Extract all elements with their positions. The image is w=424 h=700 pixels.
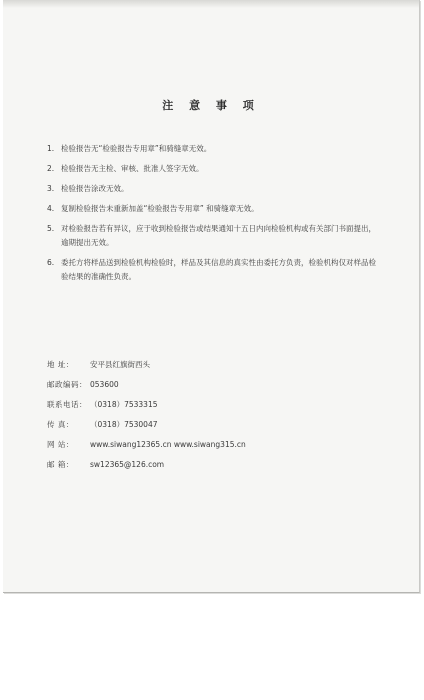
note-number: 6. — [47, 258, 55, 267]
contact-website — [47, 435, 377, 455]
contact-email — [47, 455, 377, 475]
email-text: sw12365@126.com — [90, 460, 165, 469]
note-item — [47, 222, 379, 250]
notes-list — [47, 142, 379, 290]
note-item — [47, 162, 379, 176]
scanned-page — [3, 0, 420, 593]
contact-value: 053600 — [90, 380, 119, 389]
note-item — [47, 142, 379, 156]
page-title: 注 意 事 项 — [162, 99, 260, 112]
contact-label: 邮政编码： — [47, 380, 87, 389]
note-item — [47, 256, 379, 284]
contact-postal — [47, 375, 377, 395]
contact-value: （0318）7533315 — [90, 400, 158, 409]
note-number: 2. — [47, 164, 55, 173]
contact-label: 联系电话： — [47, 400, 87, 409]
note-number: 4. — [47, 204, 55, 213]
contact-address — [47, 355, 377, 375]
note-text: 检验报告涂改无效。 — [61, 184, 129, 193]
note-text: 检验报告无“检验报告专用章”和骑缝章无效。 — [61, 144, 212, 153]
contact-label: 邮 箱： — [47, 460, 74, 469]
note-number: 5. — [47, 224, 55, 233]
contact-phone — [47, 395, 377, 415]
contact-block — [47, 355, 377, 475]
note-number: 3. — [47, 184, 55, 193]
note-item — [47, 202, 379, 216]
note-text: 委托方将样品送到检验机构检验时，样品及其信息的真实性由委托方负责，检验机构仅对样品检验结果的准确性负责。 — [61, 258, 376, 281]
contact-label: 网 站： — [47, 440, 74, 449]
contact-label: 地 址： — [47, 360, 74, 369]
note-text: 对检验报告若有异议，应于收到检验报告或结果通知十五日内向检验机构或有关部门书面提出，逾期提出无效。 — [61, 224, 376, 247]
contact-label: 传 真： — [47, 420, 74, 429]
contact-value: （0318）7530047 — [90, 420, 158, 429]
contact-value: 安平县红旗街西头 — [90, 360, 150, 369]
note-number: 1. — [47, 144, 55, 153]
contact-fax — [47, 415, 377, 435]
website-text: www.siwang12365.cn www.siwang315.cn — [90, 440, 246, 449]
note-item — [47, 182, 379, 196]
note-text: 检验报告无主检、审核、批准人签字无效。 — [61, 164, 204, 173]
scan-edge — [3, 0, 419, 8]
note-text: 复制检验报告未重新加盖“检验报告专用章” 和骑缝章无效。 — [61, 204, 259, 213]
